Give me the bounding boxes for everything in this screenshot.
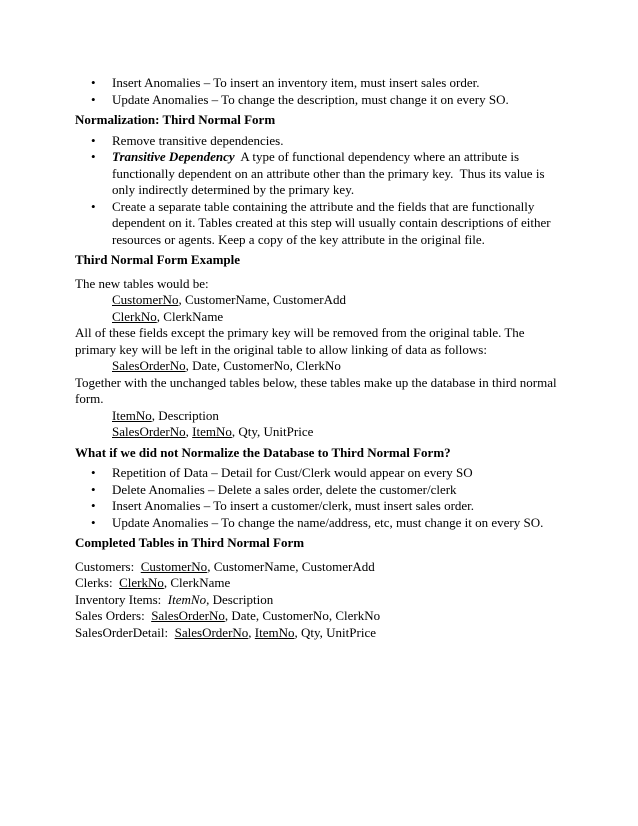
bullet-icon: •: [91, 91, 96, 107]
section-heading-completed: Completed Tables in Third Normal Form: [75, 535, 305, 550]
table-definition: [75, 592, 565, 609]
primary-key: ItemNo: [192, 424, 232, 439]
example-intro: The new tables would be:: [75, 275, 209, 291]
bullet-icon: •: [91, 465, 96, 480]
primary-key: ItemNo: [167, 591, 207, 607]
list-item: [75, 133, 565, 150]
primary-key: SalesOrderNo: [174, 624, 249, 640]
primary-key: SalesOrderNo: [151, 608, 225, 623]
definition-term: Transitive Dependency: [112, 149, 235, 164]
table-fields: , Qty, UnitPrice: [231, 424, 314, 439]
list-item-text: Update Anomalies – To change the name/address, etc, must change it on every SO.: [112, 514, 544, 530]
definition-text: A type of functional dependency where an attribute is functionally dependent on an attribute other than the primary key. Thus its value is only indirectly determined by the primary key.: [112, 149, 548, 197]
table-definition: [75, 625, 565, 642]
list-item-text: Insert Anomalies – To insert an inventory item, must insert sales order.: [112, 75, 480, 90]
table-definition: [75, 575, 565, 592]
table-definition: [75, 559, 565, 576]
table-name: Sales Orders:: [75, 608, 152, 623]
section-heading-example: Third Normal Form Example: [75, 252, 241, 267]
document-body: [75, 75, 565, 641]
primary-key: ClerkNo: [119, 575, 164, 590]
list-item: [75, 515, 565, 532]
example-paragraph: Together with the unchanged tables below, these tables make up the database in third normal form.: [75, 374, 557, 406]
list-item-text: Remove transitive dependencies.: [112, 132, 284, 148]
anomaly-bullet-list: [75, 75, 565, 108]
table-fields: , Description: [206, 591, 274, 607]
table-fields: , CustomerName, CustomerAdd: [178, 292, 346, 307]
separator: ,: [248, 624, 255, 640]
list-item: [75, 199, 565, 249]
example-paragraph: All of these fields except the primary key will be removed from the original table. The primary key will be left in the original table to allow linking of data as follows:: [75, 325, 525, 357]
table-definition: [75, 408, 565, 425]
table-fields: , ClerkName: [156, 308, 224, 324]
section-heading-what-if: What if we did not Normalize the Database to Third Normal Form?: [75, 444, 451, 460]
table-definition: [75, 309, 565, 326]
table-fields: , Qty, UnitPrice: [294, 624, 376, 640]
section-heading-normalization: Normalization: Third Normal Form: [75, 112, 276, 127]
table-fields: , Date, CustomerNo, ClerkNo: [224, 608, 381, 623]
list-item: [75, 92, 565, 109]
primary-key: CustomerNo: [112, 292, 179, 307]
bullet-icon: •: [91, 75, 96, 90]
bullet-icon: •: [91, 498, 96, 513]
list-item-text: Repetition of Data – Detail for Cust/Clerk would appear on every SO: [112, 465, 473, 480]
table-definition: [75, 424, 565, 441]
table-name: Customers:: [75, 558, 141, 574]
normalization-bullet-list: [75, 133, 565, 249]
list-item: [75, 149, 565, 199]
table-name: Inventory Items:: [75, 591, 168, 607]
primary-key: ClerkNo: [112, 308, 157, 324]
table-definition: [75, 292, 565, 309]
bullet-icon: •: [91, 132, 96, 148]
primary-key: SalesOrderNo: [112, 358, 186, 373]
list-item-text: Update Anomalies – To change the description, must change it on every SO.: [112, 91, 509, 107]
bullet-icon: •: [91, 198, 96, 214]
table-definition: [75, 608, 565, 625]
separator: ,: [185, 424, 193, 439]
list-item: [75, 75, 565, 92]
primary-key: ItemNo: [254, 624, 295, 640]
bullet-icon: •: [91, 149, 96, 164]
table-fields: , CustomerName, CustomerAdd: [207, 558, 375, 574]
table-name: Clerks:: [75, 575, 120, 590]
list-item: [75, 498, 565, 515]
primary-key: ItemNo: [112, 407, 152, 423]
bullet-icon: •: [91, 481, 96, 497]
what-if-bullet-list: [75, 465, 565, 531]
list-item: [75, 482, 565, 499]
table-fields: , Date, CustomerNo, ClerkNo: [185, 358, 341, 373]
bullet-icon: •: [91, 514, 96, 530]
list-item-text: Insert Anomalies – To insert a customer/clerk, must insert sales order.: [112, 498, 475, 513]
table-definition: [75, 358, 565, 375]
table-fields: , ClerkName: [163, 575, 231, 590]
list-item: [75, 465, 565, 482]
table-fields: , Description: [151, 407, 219, 423]
list-item-text: Create a separate table containing the attribute and the fields that are functionally dependent on it. Tables created at this step will usually contain descriptions of either resources or agents. Keep a copy of the key attribute in the original file.: [112, 198, 551, 247]
primary-key: SalesOrderNo: [112, 424, 186, 439]
table-name: SalesOrderDetail:: [75, 624, 175, 640]
primary-key: CustomerNo: [140, 558, 208, 574]
list-item-text: Delete Anomalies – Delete a sales order, delete the customer/clerk: [112, 481, 457, 497]
